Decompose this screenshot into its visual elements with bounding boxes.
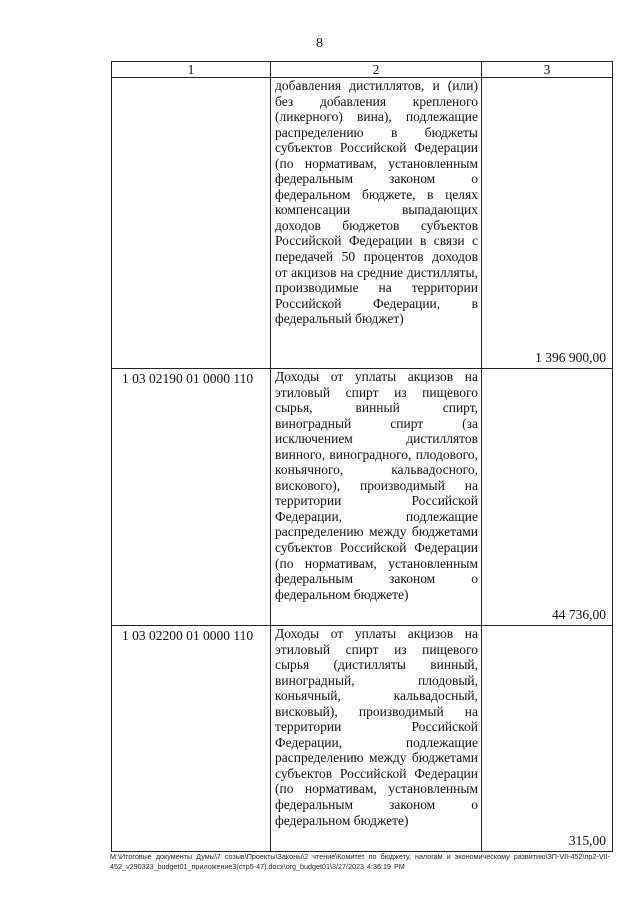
income-code-cell: 1 03 02200 01 0000 110 (112, 626, 271, 852)
income-code-cell: 1 03 02190 01 0000 110 (112, 369, 271, 626)
table-header-row (112, 62, 613, 78)
amount-cell: 1 396 900,00 (482, 78, 613, 369)
page-number: 8 (316, 36, 323, 51)
document-path-footer: M:\Итоговые документы Думы\7 созыв\Проекты\Законы\2 чтение\Комитет по бюджету, налогам и экономическому развитию\ЗП-VII-452\пр2-VII-452_v290323_budget01_приложение3(стр5-47).docx\org_budget01\3/27/2023 4:36:19 PM (110, 852, 610, 871)
income-code-cell (112, 78, 271, 369)
column-header: 2 (271, 62, 482, 78)
amount-cell: 315,00 (482, 626, 613, 852)
table-row (112, 78, 613, 369)
description-cell: Доходы от уплаты акцизов на этиловый спирт из пищевого сырья, винный спирт, виноградный спирт (за исключением дистиллятов винного, виноградного, плодового, коньячного, кальвадосного, вискового), производимый на территории Российской Федерации, подлежащие распределению между бюджетами субъектов Российской Федерации (по нормативам, установленным федеральным законом о федеральном бюджете) (271, 369, 482, 626)
budget-table (111, 61, 613, 852)
column-header: 1 (112, 62, 271, 78)
amount-cell: 44 736,00 (482, 369, 613, 626)
table-row (112, 626, 613, 852)
description-cell: добавления дистиллятов, и (или) без добавления крепленого (ликерного) вина), подлежащие распределению в бюджеты субъектов Российской Федерации (по нормативам, установленным федеральным законом о федеральном бюджете, в целях компенсации выпадающих доходов бюджетов субъектов Российской Федерации в связи с передачей 50 процентов доходов от акцизов на средние дистилляты, производимые на территории Российской Федерации, в федеральный бюджет) (271, 78, 482, 369)
column-header: 3 (482, 62, 613, 78)
description-cell: Доходы от уплаты акцизов на этиловый спирт из пищевого сырья (дистилляты винный, виноградный, плодовый, коньячный, кальвадосный, висковый), производимый на территории Российской Федерации, подлежащие распределению между бюджетами субъектов Российской Федерации (по нормативам, установленным федеральным законом о федеральном бюджете) (271, 626, 482, 852)
table-row (112, 369, 613, 626)
